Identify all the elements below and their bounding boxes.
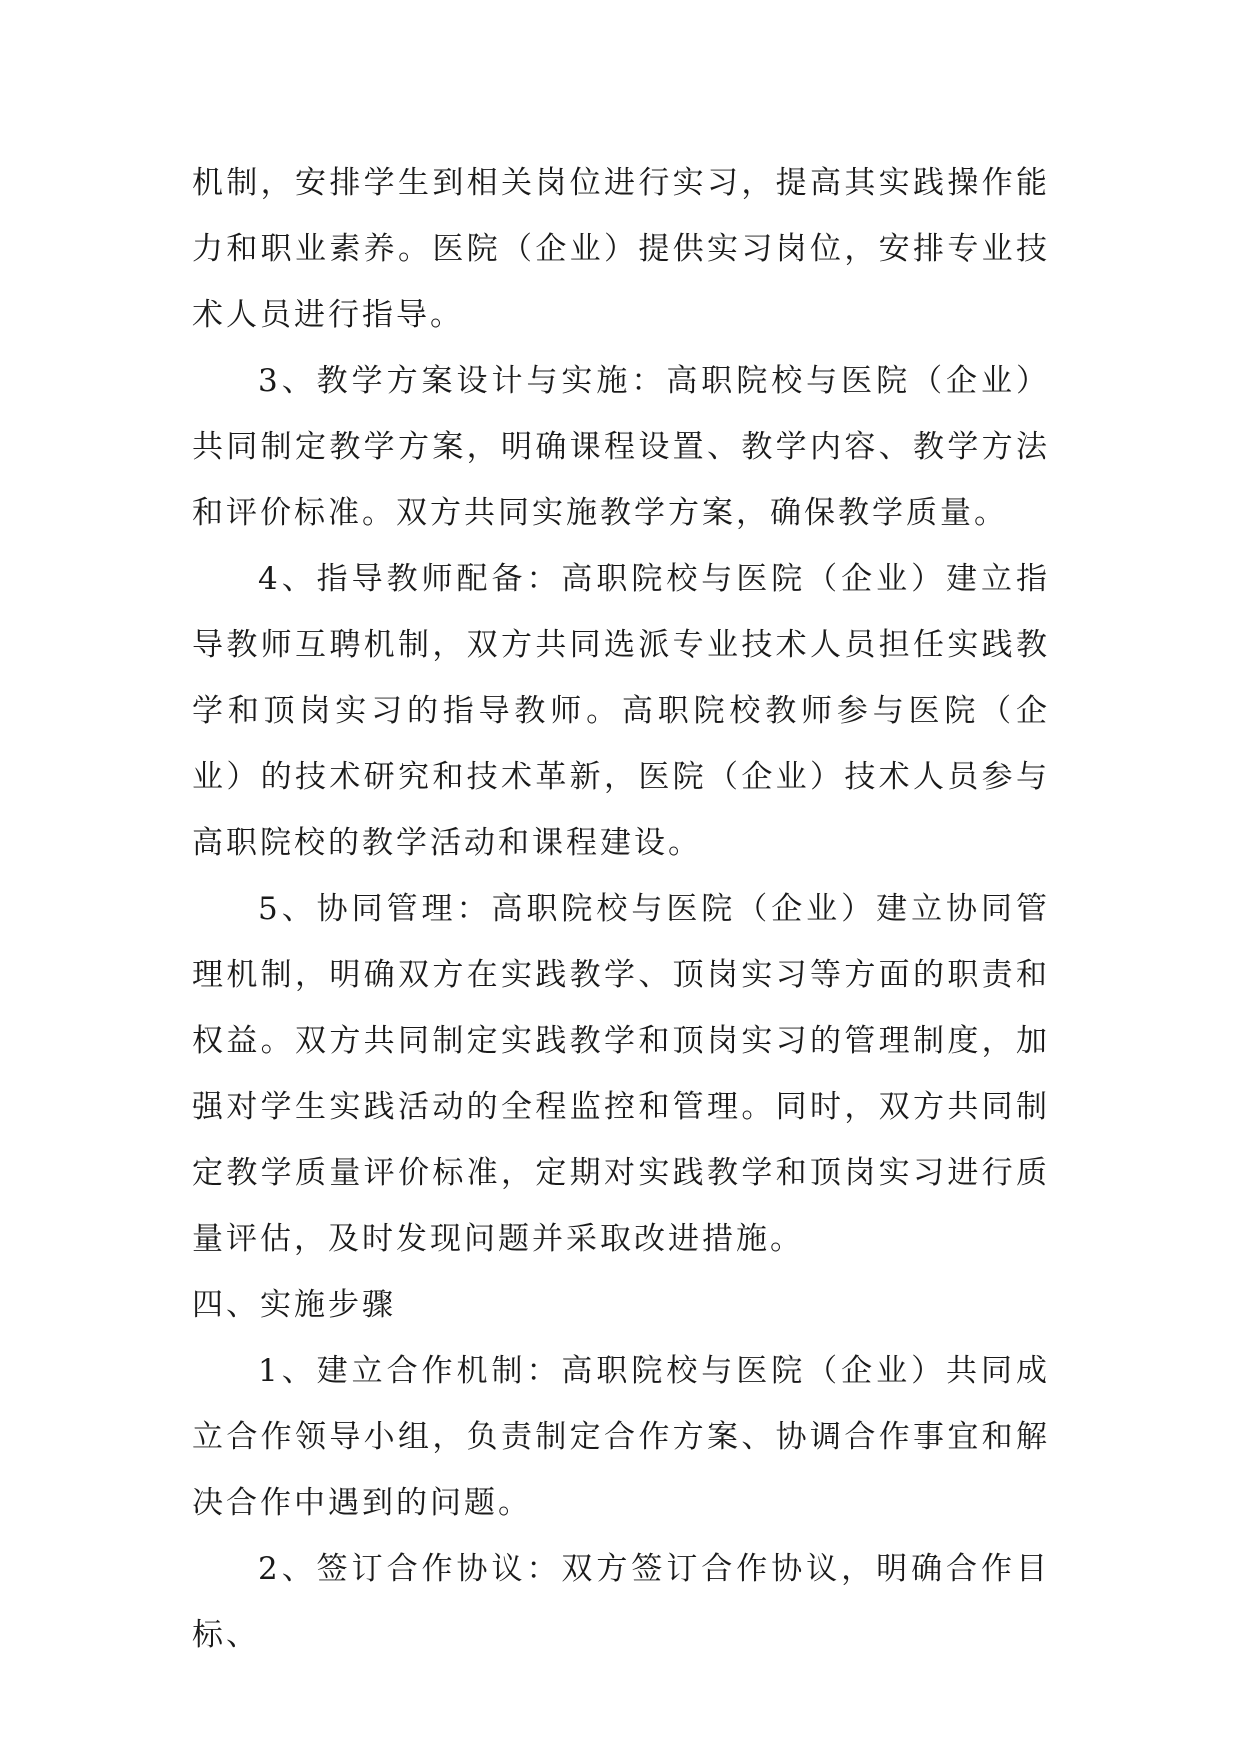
paragraph-step-sign-agreement: 2、签订合作协议：双方签订合作协议，明确合作目标、: [192, 1551, 1050, 1653]
paragraph-collaborative-management: 5、协同管理：高职院校与医院（企业）建立协同管理机制，明确双方在实践教学、顶岗实习等方面的职责和权益。双方共同制定实践教学和顶岗实习的管理制度，加强对学生实践活动的全程监控和管理。同时，双方共同制定教学质量评价标准，定期对实践教学和顶岗实习进行质量评估，及时发现问题并采取改进措施。: [192, 891, 1050, 1257]
paragraph-instructor-staffing: 4、指导教师配备：高职院校与医院（企业）建立指导教师互聘机制，双方共同选派专业技术人员担任实践教学和顶岗实习的指导教师。高职院校教师参与医院（企业）的技术研究和技术革新，医院（企业）技术人员参与高职院校的教学活动和课程建设。: [192, 561, 1050, 861]
paragraph-teaching-plan: 3、教学方案设计与实施：高职院校与医院（企业）共同制定教学方案，明确课程设置、教学内容、教学方法和评价标准。双方共同实施教学方案，确保教学质量。: [192, 363, 1050, 531]
document-body: [192, 150, 1050, 1668]
paragraph-step-cooperation-mechanism: 1、建立合作机制：高职院校与医院（企业）共同成立合作领导小组，负责制定合作方案、协调合作事宜和解决合作中遇到的问题。: [192, 1353, 1050, 1521]
section-heading-implementation-steps: 四、实施步骤: [192, 1287, 396, 1323]
paragraph-continuation: 机制，安排学生到相关岗位进行实习，提高其实践操作能力和职业素养。医院（企业）提供实习岗位，安排专业技术人员进行指导。: [192, 165, 1050, 333]
